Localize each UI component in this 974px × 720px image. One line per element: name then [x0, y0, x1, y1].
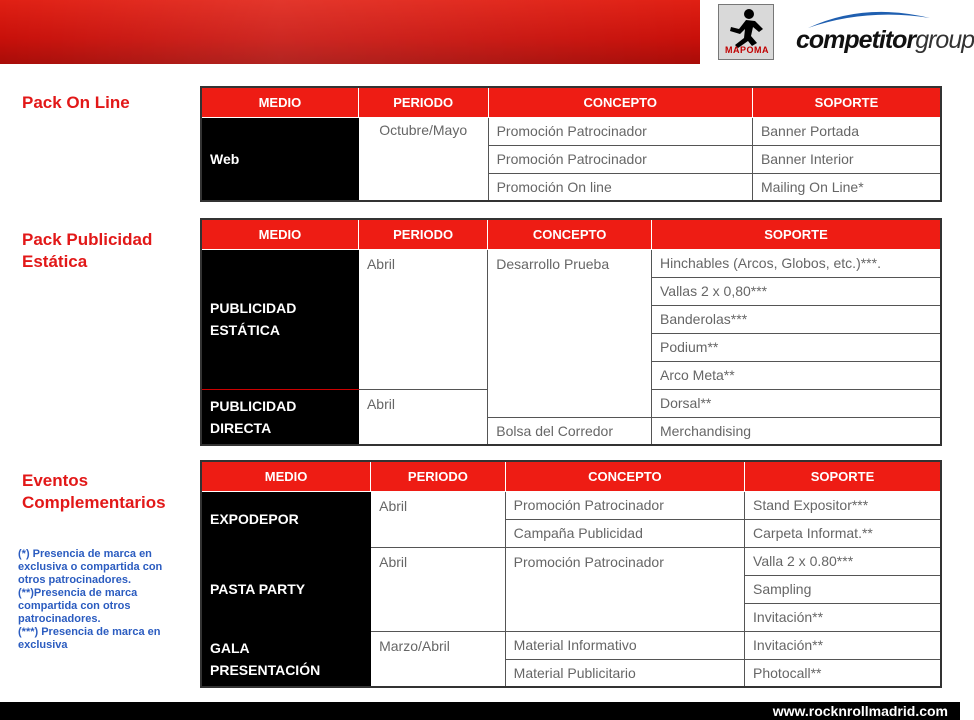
footnote: (*) Presencia de marca en exclusiva o compartida con otros patrocinadores. — [18, 548, 163, 586]
periodo-cell: Abril — [371, 547, 506, 631]
competitor-logo-bold: competitor — [796, 26, 916, 54]
eventos-table — [200, 460, 942, 688]
column-header-soporte: SOPORTE — [752, 87, 941, 117]
column-header-concepto: CONCEPTO — [488, 87, 752, 117]
competitor-group-logo — [796, 26, 974, 55]
soporte-cell: Sampling — [745, 575, 941, 603]
column-header-periodo: PERIODO — [358, 219, 487, 249]
soporte-cell: Banderolas*** — [651, 305, 941, 333]
soporte-cell: Carpeta Informat.** — [745, 519, 941, 547]
soporte-cell: Mailing On Line* — [752, 173, 941, 201]
soporte-cell: Valla 2 x 0.80*** — [745, 547, 941, 575]
medio-line: PUBLICIDAD — [210, 300, 297, 316]
footnotes — [18, 548, 188, 652]
medio-line: ESTÁTICA — [210, 322, 280, 338]
section-title-pack-online: Pack On Line — [22, 93, 130, 112]
section-title-line: Eventos — [22, 471, 89, 490]
table-header-row — [201, 219, 941, 249]
footnote: (**)Presencia de marca compartida con otros patrocinadores. — [18, 587, 138, 625]
column-header-medio: MEDIO — [201, 87, 358, 117]
concepto-cell: Promoción Patrocinador — [505, 491, 744, 519]
table-row — [201, 117, 941, 145]
medio-cell-gala — [201, 631, 371, 687]
table-row — [201, 249, 941, 277]
column-header-soporte: SOPORTE — [745, 461, 941, 491]
mapoma-logo — [718, 4, 774, 60]
section-title-eventos — [22, 470, 166, 514]
soporte-cell: Invitación** — [745, 603, 941, 631]
column-header-periodo: PERIODO — [371, 461, 506, 491]
mapoma-logo-text: MAPOMA — [725, 45, 769, 55]
soporte-cell: Dorsal** — [651, 389, 941, 417]
periodo-cell: Abril — [358, 389, 487, 445]
soporte-cell: Vallas 2 x 0,80*** — [651, 277, 941, 305]
concepto-cell: Material Informativo — [505, 631, 744, 659]
soporte-cell: Podium** — [651, 333, 941, 361]
section-title-pack-publicidad — [22, 229, 152, 273]
column-header-soporte: SOPORTE — [651, 219, 941, 249]
pack-online-table — [200, 86, 942, 202]
concepto-cell: Campaña Publicidad — [505, 519, 744, 547]
medio-line: PUBLICIDAD — [210, 397, 297, 414]
column-header-concepto: CONCEPTO — [505, 461, 744, 491]
medio-cell-estatica — [201, 249, 358, 389]
column-header-medio: MEDIO — [201, 461, 371, 491]
soporte-cell: Merchandising — [651, 417, 941, 445]
concepto-cell: Bolsa del Corredor — [488, 417, 652, 445]
concepto-cell: Promoción Patrocinador — [488, 145, 752, 173]
footer-url-link[interactable]: www.rocknrollmadrid.com — [772, 703, 948, 719]
medio-line: GALA — [210, 639, 250, 656]
soporte-cell: Hinchables (Arcos, Globos, etc.)***. — [651, 249, 941, 277]
section-title-line: Pack Publicidad — [22, 230, 153, 249]
periodo-cell: Abril — [371, 491, 506, 547]
column-header-concepto: CONCEPTO — [488, 219, 652, 249]
soporte-cell: Arco Meta** — [651, 361, 941, 389]
periodo-cell: Marzo/Abril — [371, 631, 506, 687]
table-header-row — [201, 87, 941, 117]
footnote: (***) Presencia de marca en exclusiva — [18, 626, 161, 651]
concepto-cell: Promoción Patrocinador — [488, 117, 752, 145]
table-row — [201, 491, 941, 519]
medio-line: PRESENTACIÓN — [210, 661, 321, 678]
section-title-line: Estática — [22, 252, 88, 271]
soporte-cell: Banner Portada — [752, 117, 941, 145]
table-row — [201, 547, 941, 575]
table-row — [201, 631, 941, 659]
medio-cell: Web — [201, 117, 358, 201]
pack-publicidad-table — [200, 218, 942, 446]
concepto-cell: Desarrollo Prueba — [488, 249, 652, 417]
soporte-cell: Banner Interior — [752, 145, 941, 173]
concepto-cell: Material Publicitario — [505, 659, 744, 687]
soporte-cell: Invitación** — [745, 631, 941, 659]
column-header-periodo: PERIODO — [358, 87, 488, 117]
medio-cell-pasta-party: PASTA PARTY — [201, 547, 371, 631]
competitor-logo-light: group — [915, 26, 974, 54]
soporte-cell: Photocall** — [745, 659, 941, 687]
soporte-cell: Stand Expositor*** — [745, 491, 941, 519]
header-shine — [0, 0, 700, 64]
column-header-medio: MEDIO — [201, 219, 358, 249]
table-header-row — [201, 461, 941, 491]
medio-line: DIRECTA — [210, 419, 272, 436]
concepto-cell: Promoción On line — [488, 173, 752, 201]
concepto-cell: Promoción Patrocinador — [505, 547, 744, 631]
periodo-cell: Abril — [358, 249, 487, 389]
section-title-line: Complementarios — [22, 493, 166, 512]
periodo-cell: Octubre/Mayo — [358, 117, 488, 201]
medio-cell-expodepor: EXPODEPOR — [201, 491, 371, 547]
medio-cell-directa — [201, 389, 358, 445]
